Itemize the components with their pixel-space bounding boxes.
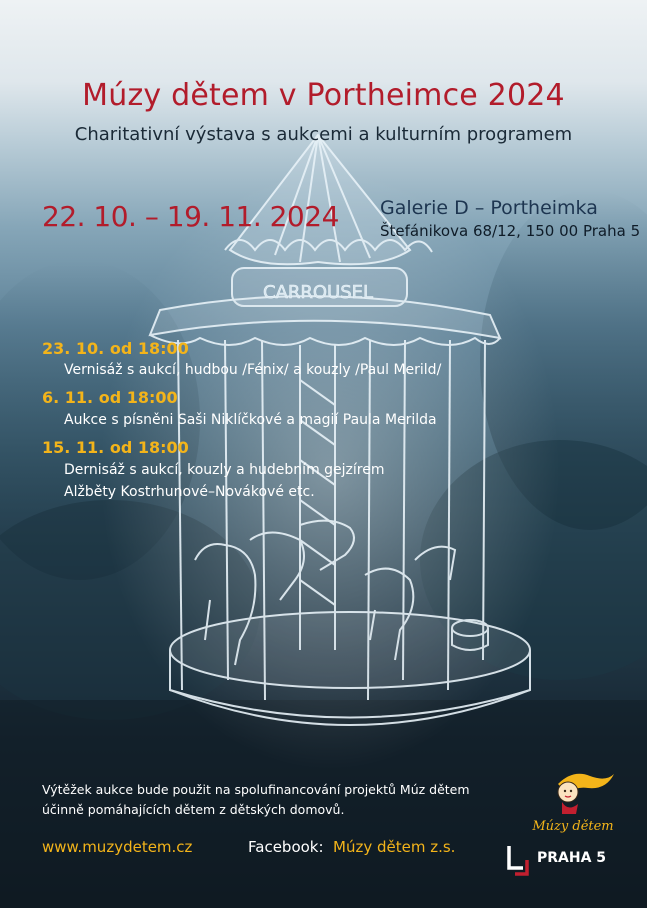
praha-5-logo (505, 842, 617, 882)
event-description: Aukce s písněni Saši Niklíčkové a magií Paula Merilda (64, 412, 437, 428)
auction-note-line: účinně pomáhajících dětem z dětských domovů. (42, 802, 345, 817)
muzy-logo-text: Múzy dětem (532, 819, 614, 834)
exhibition-dates: 22. 10. – 19. 11. 2024 (42, 200, 339, 233)
venue-address: Štefánikova 68/12, 150 00 Praha 5 (380, 222, 641, 240)
carousel-sign: CARROUSEL (262, 282, 374, 303)
event-date: 6. 11. od 18:00 (42, 388, 178, 407)
auction-note-line: Výtěžek aukce bude použit na spolufinancování projektů Múz dětem (42, 782, 470, 797)
event-description: Dernisáž s aukcí, kouzly a hudebním gejzírem (64, 462, 385, 478)
auction-note (42, 780, 512, 820)
event-date: 15. 11. od 18:00 (42, 438, 189, 457)
venue-name: Galerie D – Portheimka (380, 197, 598, 219)
muzy-detem-logo (528, 764, 618, 836)
website-link[interactable]: www.muzydetem.cz (42, 838, 193, 856)
poster-title: Múzy dětem v Portheimce 2024 (82, 78, 565, 113)
facebook-link[interactable]: Múzy dětem z.s. (333, 838, 456, 856)
event-date: 23. 10. od 18:00 (42, 339, 189, 358)
event-description: Vernisáž s aukcí, hudbou /Fénix/ a kouzly /Paul Merild/ (64, 362, 442, 378)
facebook-label: Facebook: (248, 838, 324, 856)
poster-subtitle: Charitativní výstava s aukcemi a kulturním programem (74, 124, 573, 145)
praha-logo-text: PRAHA 5 (537, 850, 607, 866)
event-description: Alžběty Kostrhunové–Novákové etc. (64, 484, 315, 500)
